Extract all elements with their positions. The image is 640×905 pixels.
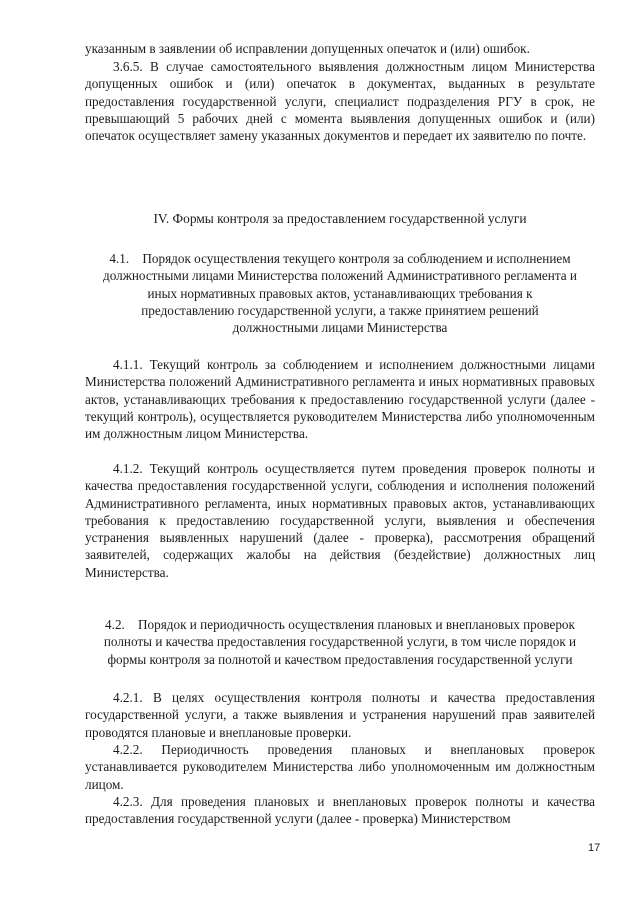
paragraph-4-1-1: 4.1.1. Текущий контроль за соблюдением и исполнением должностными лицами Министерства положений Административного регламента и иных нормативных правовых актов, устанавливающих требования к предоставлению государственной услуги (далее - текущий контроль), осуществляется руководителем Министерства либо уполномоченным им должностным лицом Министерства. [85, 357, 595, 442]
paragraph-4-2-3: 4.2.3. Для проведения плановых и внеплановых проверок полноты и качества предоставления государственной услуги (далее - проверка) Министерством [85, 794, 595, 827]
subsection-4-2-heading: 4.2. Порядок и периодичность осуществления плановых и внеплановых проверок полноты и качества предоставления государственной услуги, в том числе порядок и формы контроля за полнотой и качеством предоставления государственной услуги [103, 617, 577, 667]
paragraph-4-1-2: 4.1.2. Текущий контроль осуществляется путем проведения проверок полноты и качества предоставления государственной услуги, соблюдения и исполнения положений Административного регламента, иных нормативных правовых актов, устанавливающих требования к предоставлению государственной услуги, выявления и обеспечения устранения выявленных нарушений (далее - проверка), рассмотрения обращений заявителей, содержащих жалобы на действия (бездействие) должностных лиц Министерства. [85, 461, 595, 580]
page-number: 17 [588, 842, 601, 854]
paragraph-3-6-5: 3.6.5. В случае самостоятельного выявления должностным лицом Министерства допущенных ошибок и (или) опечаток в документах, выданных в результате предоставления государственной услуги, специалист подразделения РГУ в срок, не превышающий 5 рабочих дней с момента выявления допущенных ошибок и (или) опечаток осуществляет замену указанных документов и передает их заявителю по почте. [85, 59, 595, 144]
section-4-title: IV. Формы контроля за предоставлением государственной услуги [153, 211, 527, 226]
paragraph-4-2-1: 4.2.1. В целях осуществления контроля полноты и качества предоставления государственной услуги, а также выявления и устранения нарушений прав заявителей проводятся плановые и внеплановые проверки. [85, 690, 595, 740]
subsection-4-1-heading: 4.1. Порядок осуществления текущего контроля за соблюдением и исполнением должностными лицами Министерства положений Административного регламента и иных нормативных правовых актов, устанавливающих требования к предоставлению государственной услуги, а также принятием решений должностными лицами Министерства [103, 251, 577, 336]
paragraph-4-2-2: 4.2.2. Периодичность проведения плановых и внеплановых проверок устанавливается руководителем Министерства либо уполномоченным им должностным лицом. [85, 742, 595, 792]
paragraph-continuation: указанным в заявлении об исправлении допущенных опечаток и (или) ошибок. [85, 41, 530, 56]
